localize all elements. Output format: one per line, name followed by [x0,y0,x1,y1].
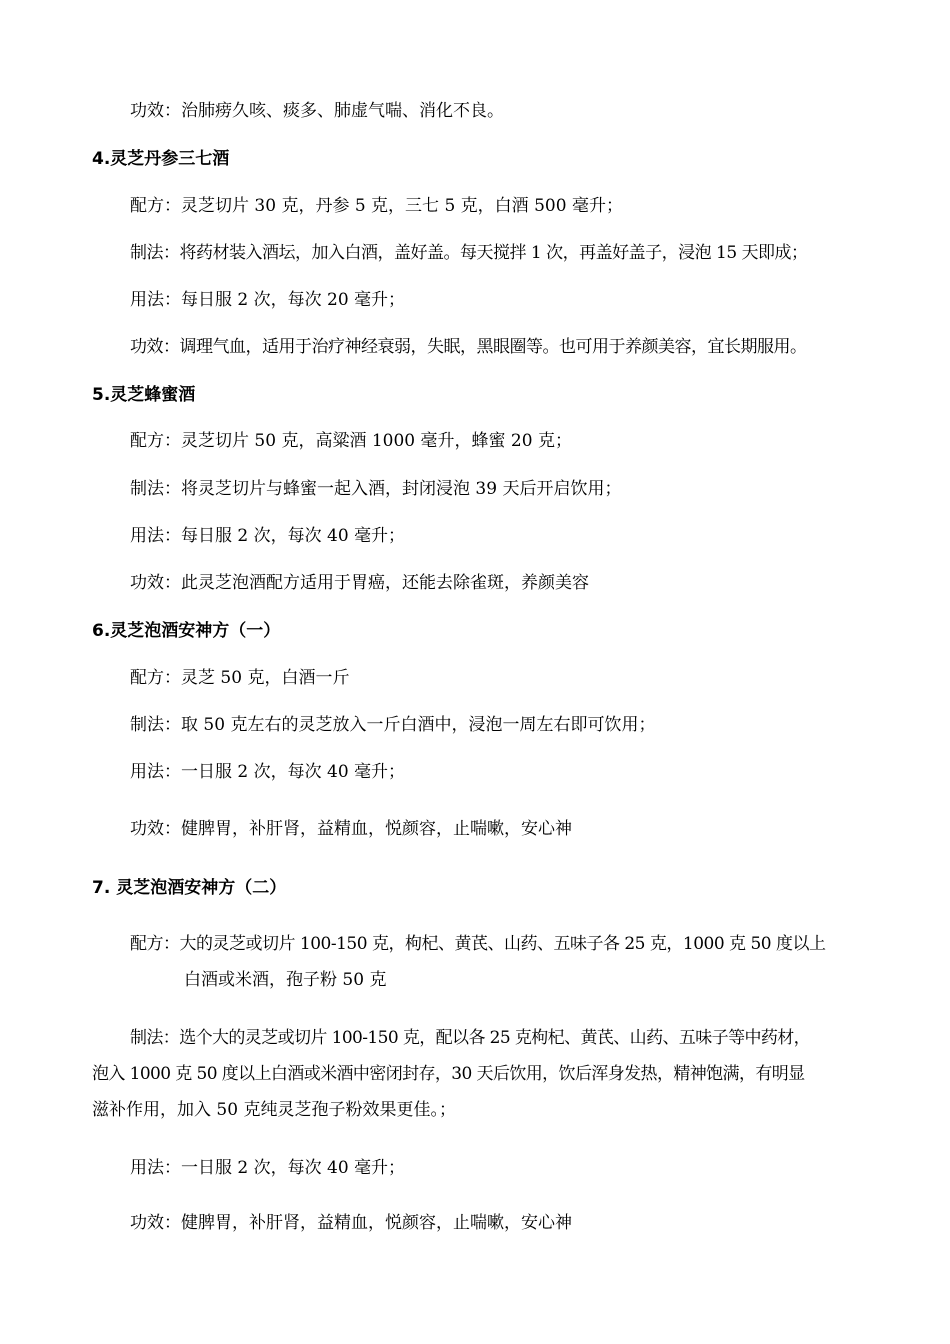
paragraph-formula-6: 配方：灵芝 50 克，白酒一斤 [130,668,350,688]
paragraph-method-7-line-3: 滋补作用，加入 50 克纯灵芝孢子粉效果更佳。； [92,1100,456,1120]
section-heading-6: 6.灵芝泡酒安神方（一） [92,621,281,641]
paragraph-method-4: 制法：将药材装入酒坛，加入白酒，盖好盖。每天搅拌 1 次，再盖好盖子，浸泡 15 天即成； [130,243,808,263]
paragraph-method-6: 制法：取 50 克左右的灵芝放入一斤白酒中，浸泡一周左右即可饮用； [130,715,656,735]
paragraph-effect-5: 功效：此灵芝泡酒配方适用于胃癌，还能去除雀斑，养颜美容 [130,573,589,593]
section-heading-4: 4.灵芝丹参三七酒 [92,149,230,169]
paragraph-formula-4: 配方：灵芝切片 30 克，丹参 5 克，三七 5 克，白酒 500 毫升； [130,196,623,216]
paragraph-usage-7: 用法：一日服 2 次，每次 40 毫升； [130,1158,406,1178]
paragraph-method-7: 制法：选个大的灵芝或切片 100-150 克，配以各 25 克枸杞、黄芪、山药、五味子等中药材， [130,1028,811,1048]
paragraph-effect-3: 功效：治肺痨久咳、痰多、肺虚气喘、消化不良。 [130,101,504,121]
paragraph-method-7-line-2: 泡入 1000 克 50 度以上白酒或米酒中密闭封存，30 天后饮用，饮后浑身发热，精神饱满，有明显 [92,1064,805,1084]
paragraph-effect-7: 功效：健脾胃，补肝肾，益精血，悦颜容，止喘嗽，安心神 [130,1213,572,1233]
paragraph-method-5: 制法：将灵芝切片与蜂蜜一起入酒，封闭浸泡 39 天后开启饮用； [130,479,622,499]
section-heading-5: 5.灵芝蜂蜜酒 [92,385,196,405]
paragraph-usage-5: 用法：每日服 2 次，每次 40 毫升； [130,526,406,546]
paragraph-usage-6: 用法：一日服 2 次，每次 40 毫升； [130,762,406,782]
paragraph-formula-7-continued: 白酒或米酒，孢子粉 50 克 [184,970,387,990]
section-heading-7: 7. 灵芝泡酒安神方（二） [92,878,287,898]
paragraph-effect-6: 功效：健脾胃，补肝肾，益精血，悦颜容，止喘嗽，安心神 [130,819,572,839]
paragraph-effect-4: 功效：调理气血，适用于治疗神经衰弱，失眠，黑眼圈等。也可用于养颜美容，宜长期服用。 [130,337,807,357]
paragraph-usage-4: 用法：每日服 2 次，每次 20 毫升； [130,290,406,310]
paragraph-formula-5: 配方：灵芝切片 50 克，高粱酒 1000 毫升，蜂蜜 20 克； [130,431,572,451]
paragraph-formula-7: 配方：大的灵芝或切片 100-150 克，枸杞、黄芪、山药、五味子各 25 克，1000 克 50 度以上 [130,934,826,954]
